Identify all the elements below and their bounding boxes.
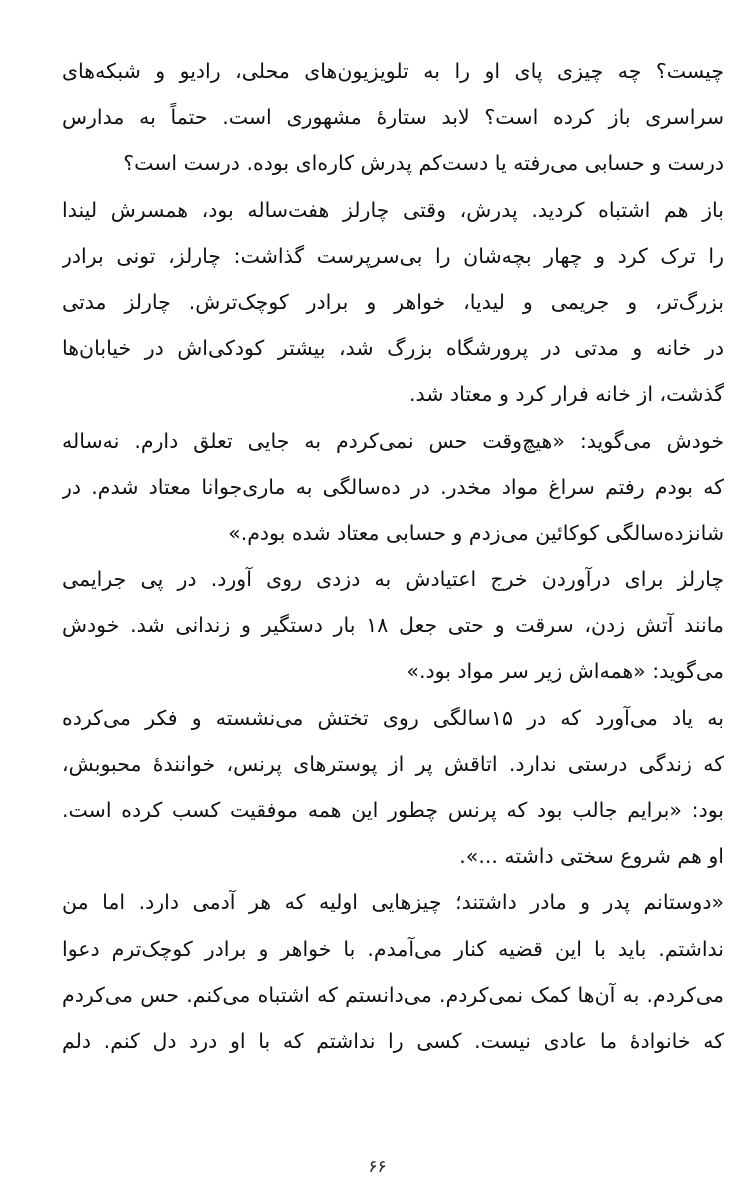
text-line: شانزده‌سالگی کوکائین می‌زدم و حسابی معتاد شده بودم.»: [228, 520, 724, 545]
text-line: که خانوادۀ ما عادی نیست. کسی را نداشتم که با او درد دل کنم. دلم: [62, 1028, 724, 1053]
text-line: را ترک کرد و چهار بچه‌شان را بی‌سرپرست گذاشت: چارلز، تونی برادر: [62, 243, 724, 268]
paragraph-6: [62, 879, 724, 1064]
text-line: که زندگی درستی ندارد. اتاقش پر از پوسترهای پرنس، خوانندۀ محبوبش،: [62, 751, 724, 776]
text-line: گذشت، از خانه فرار کرد و معتاد شد.: [409, 382, 724, 407]
text-line: می‌کردم. به آن‌ها کمک نمی‌کردم. می‌دانستم که اشتباه می‌کنم. حس می‌کردم: [62, 982, 724, 1007]
text-line: درست و حسابی می‌رفته یا دست‌کم پدرش کاره‌ای بوده. درست است؟: [123, 151, 724, 176]
text-line: سراسری باز کرده است؟ لابد ستارۀ مشهوری است. حتماً به مدارس: [62, 105, 724, 130]
text-line: در خانه و مدتی در پرورشگاه بزرگ شد، بیشتر کودکی‌اش در خیابان‌ها: [62, 336, 724, 361]
paragraph-3: [62, 418, 724, 557]
text-line: مانند آتش زدن، سرقت و حتی جعل ۱۸ بار دستگیر و زندانی شد. خودش: [62, 613, 724, 638]
body-text: [62, 48, 724, 1064]
text-line: خودش می‌گوید: «هیچ‌وقت حس نمی‌کردم به جایی تعلق دارم. نه‌ساله: [62, 428, 724, 453]
text-line: «دوستانم پدر و مادر داشتند؛ چیزهایی اولیه که هر آدمی دارد. اما من: [62, 890, 724, 915]
paragraph-4: [62, 556, 724, 695]
text-line: چیست؟ چه چیزی پای او را به تلویزیون‌های محلی، رادیو و شبکه‌های: [62, 59, 724, 83]
text-line: باز هم اشتباه کردید. پدرش، وقتی چارلز هفت‌ساله بود، همسرش لیندا: [62, 197, 724, 222]
text-line: بود: «برایم جالب بود که پرنس چطور این همه موفقیت کسب کرده است.: [62, 798, 724, 822]
text-line: او هم شروع سختی داشته ...».: [459, 844, 724, 869]
text-line: که بودم رفتم سراغ مواد مخدر. در ده‌سالگی به ماری‌جوانا معتاد شدم. در: [62, 474, 724, 499]
text-line: چارلز برای درآوردن خرج اعتیادش به دزدی روی آورد. در پی جرایمی: [62, 567, 724, 592]
paragraph-2: [62, 187, 724, 418]
text-line: بزرگ‌تر، و جریمی و لیدیا، خواهر و برادر کوچک‌ترش. چارلز مدتی: [62, 289, 724, 314]
page-number: ۶۶: [368, 1157, 387, 1177]
paragraph-5: [62, 695, 724, 880]
text-line: به یاد می‌آورد که در ۱۵سالگی روی تختش می‌نشسته و فکر می‌کرده: [62, 705, 724, 730]
text-line: نداشتم. باید با این قضیه کنار می‌آمدم. با خواهر و برادر کوچک‌ترم دعوا: [62, 936, 724, 961]
paragraph-1: [62, 48, 724, 187]
text-line: می‌گوید: «همه‌اش زیر سر مواد بود.»: [406, 659, 724, 684]
